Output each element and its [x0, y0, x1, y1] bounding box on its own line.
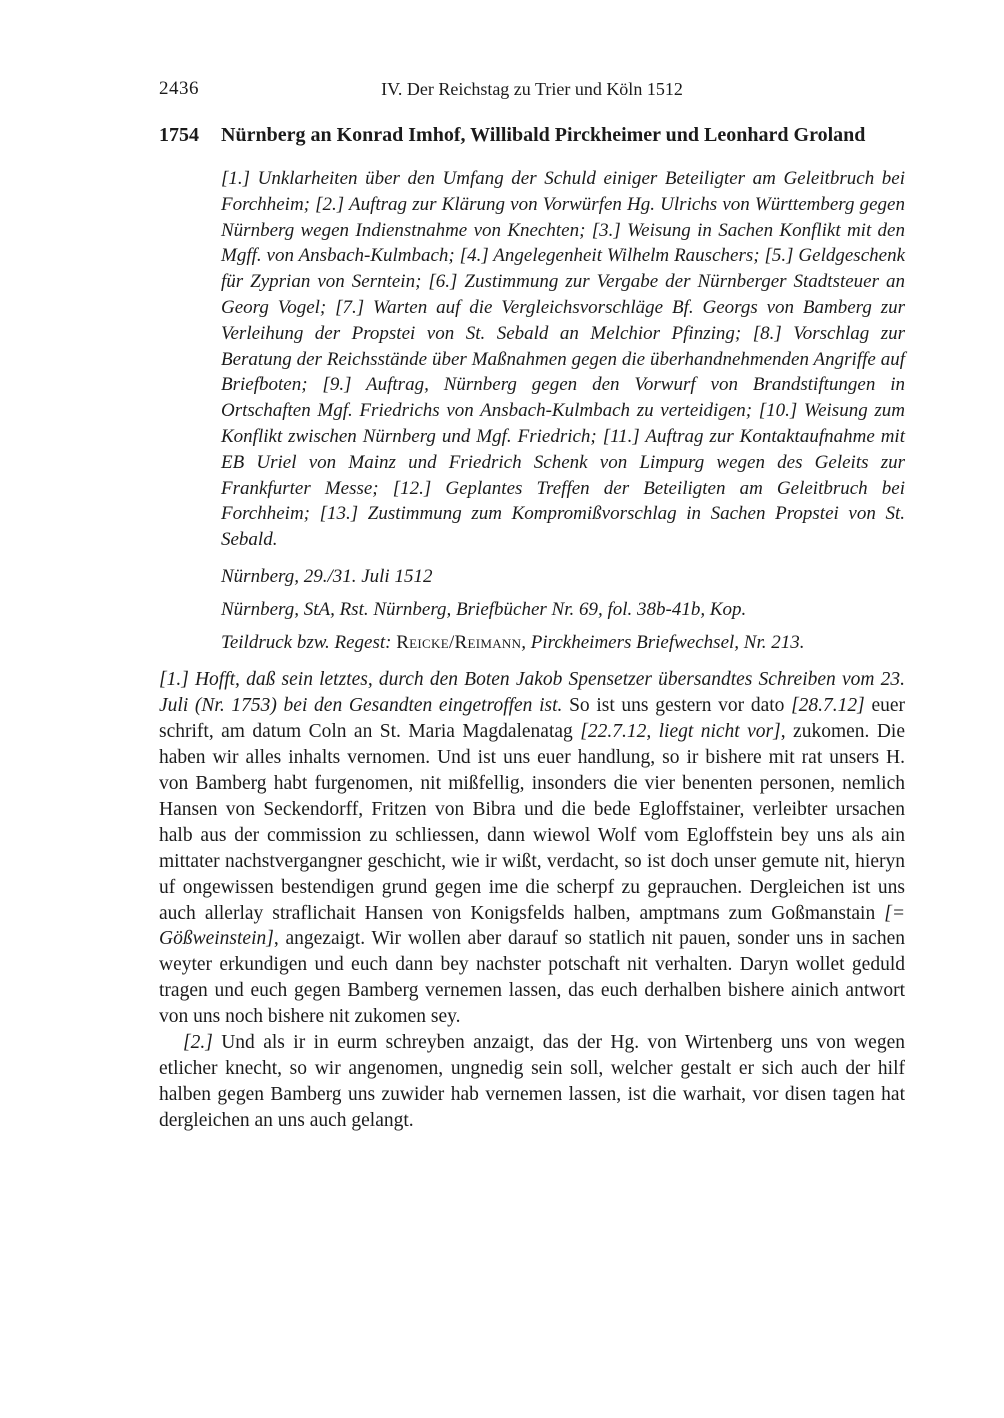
text-segment: Und als ir in eurm schreyben anzaigt, das der Hg. von Wirtenberg uns von wegen etlicher knecht, so wir angenomen, ungnedig sein soll, welcher gestalt er sich auch der hilf halben gegen Bamberg uns zuwider hab vernemen lassen, ist die warhait, vor disen tagen hat dergleichen an uns auch gelangt.	[159, 1032, 905, 1131]
document	[159, 122, 905, 1134]
text-segment: [= Gößweinstein]	[159, 902, 905, 950]
text-segment: [22.7.12, liegt nicht vor]	[580, 721, 781, 743]
text-segment: [28.7.12]	[791, 695, 865, 717]
regest-reference	[221, 630, 905, 656]
text-segment: Reicke/Reimann	[396, 631, 522, 653]
running-title: IV. Der Reichstag zu Trier und Köln 1512	[381, 79, 683, 99]
dateline: Nürnberg, 29./31. Juli 1512	[221, 565, 433, 587]
document-summary: [1.] Unklarheiten über den Umfang der Schuld einiger Beteiligter am Geleitbruch bei Forchheim; [2.] Auftrag zur Klärung von Vorwürfen Hg. Ulrichs von Württemberg gegen Nürnberg wegen Indienstnahme von Knechten; [3.] Weisung in Sachen Konflikt mit den Mgff. von Ansbach-Kulmbach; [4.] Angelegenheit Wilhelm Rauschers; [5.] Geldgeschenk für Zyprian von Serntein; [6.] Zustimmung zur Vergabe der Nürnberger Stadtsteuer an Georg Vogel; [7.] Warten auf die Vergleichsvorschläge Bf. Georgs von Bamberg zur Verleihung der Propstei von St. Sebald an Melchior Pfinzing; [8.] Vorschlag zur Beratung der Reichsstände über Maßnahmen gegen die überhandnehmenden Angriffe auf Briefboten; [9.] Auftrag, Nürnberg gegen den Vorwurf von Brandstiftungen in Ortschaften Mgf. Friedrichs von Ansbach-Kulmbach zu verteidigen; [10.] Weisung zum Konflikt zwischen Nürnberg und Mgf. Friedrich; [11.] Auftrag zur Kontaktaufnahme mit EB Uriel von Mainz und Friedrich Schenk von Limpurg wegen des Geleits zur Frankfurter Messe; [12.] Geplantes Treffen der Beteiligten am Geleitbruch bei Forchheim; [13.] Zustimmung zum Kompromißvorschlag in Sachen Propstei von St. Sebald.	[221, 168, 905, 551]
document-title: Nürnberg an Konrad Imhof, Willibald Pirckheimer und Leonhard Groland	[221, 124, 866, 146]
text-segment: euer schrift, am datum Coln an St. Maria Magdalenatag	[159, 695, 906, 743]
text-segment: So ist uns gestern vor dato	[569, 695, 792, 717]
document-body	[159, 667, 905, 1133]
body-paragraph	[159, 667, 905, 1030]
text-segment: , angezaigt. Wir wollen aber darauf so statlich nit pauen, sonder uns in sachen weyter erkundigen und euch dann bey nachster potschaft nit verhalten. Daryn wollet geduld tragen und euch gegen Bamberg vernemen lassen, das euch derhalben bishere ainich antwort von uns noch bishere nit zukomen sey.	[159, 928, 905, 1028]
page-number: 2436	[159, 78, 199, 99]
page-header	[159, 76, 905, 102]
text-segment: , zukomen. Die haben wir alles inhalts vernomen. Und ist uns euer handlung, so ir bishere mit rat unsers H. von Bamberg habt furgenomen, nit mißfellig, insonders die vier benenten personen, nemlich Hansen von Seckendorff, Fritzen von Bibra und die bede Egloffstainer, verleibter ursachen halb aus der commission zu schliessen, dann wiewol Wolf vom Egloffstein bey uns als ain mittater nachstvergangner geschicht, wie ir wißt, verdacht, so ist doch unser gemute nit, hieryn uf ongewissen bestendigen grund gegen ime die scherpf zu geprauchen. Dergleichen ist uns auch allerlay straflichait Hansen von Konigsfelds halben, amptmans zum Goßmanstain	[159, 721, 906, 924]
document-number: 1754	[159, 124, 199, 146]
document-heading	[159, 122, 905, 149]
text-segment: , Pirckheimers Briefwechsel, Nr. 213.	[521, 631, 805, 653]
text-segment: [2.]	[183, 1032, 222, 1054]
text-segment: [1.] Hofft, daß sein letztes, durch den Boten Jakob Spensetzer übersandtes Schreiben vom 23. Juli (Nr. 1753) bei den Gesandten eingetroffen ist.	[159, 669, 905, 717]
text-segment: Teildruck bzw. Regest:	[221, 631, 397, 653]
body-paragraph	[159, 1030, 905, 1134]
archive-reference: Nürnberg, StA, Rst. Nürnberg, Briefbücher Nr. 69, fol. 38b-41b, Kop.	[221, 598, 747, 620]
